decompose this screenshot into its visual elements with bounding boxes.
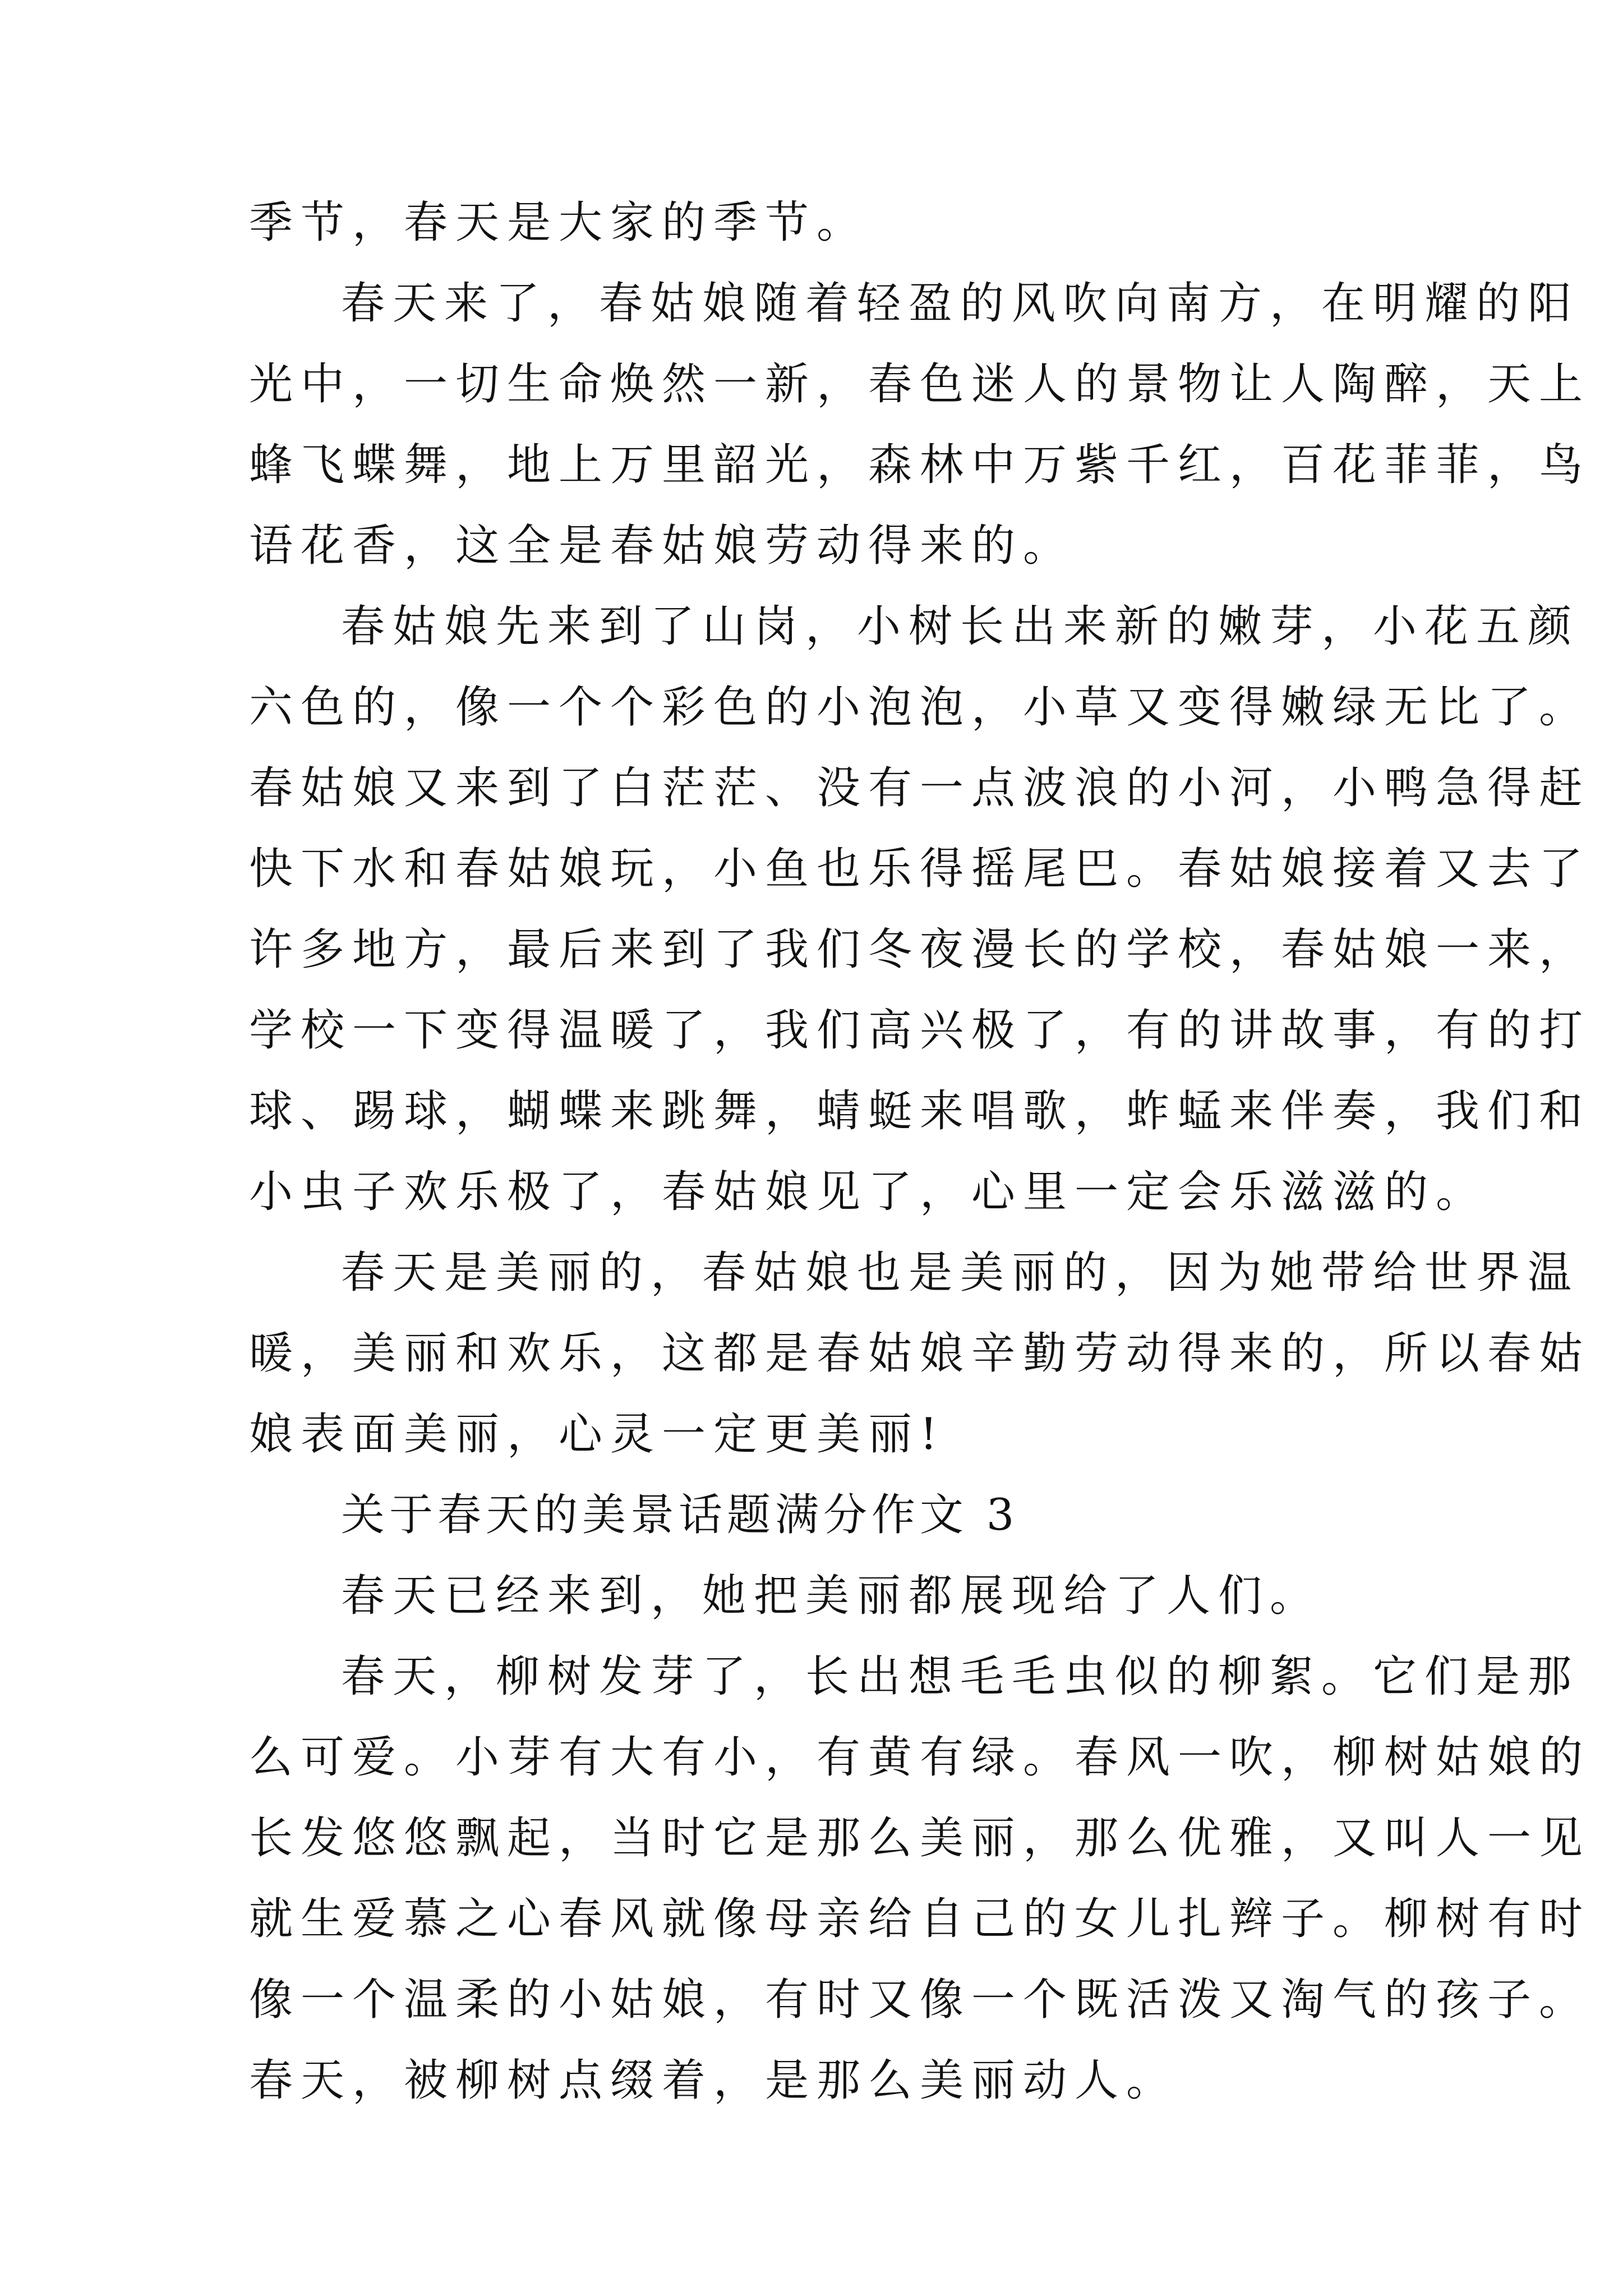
- text-line: 许多地方，最后来到了我们冬夜漫长的学校，春姑娘一来，: [249, 924, 1591, 975]
- paragraph-start-line: 春天已经来到，她把美丽都展现给了人们。: [341, 1571, 1322, 1621]
- text-line: 长发悠悠飘起，当时它是那么美丽，那么优雅，又叫人一见: [249, 1813, 1591, 1864]
- text-line: 学校一下变得温暖了，我们高兴极了，有的讲故事，有的打: [249, 1005, 1591, 1056]
- paragraph-start-line: 春天是美丽的，春姑娘也是美丽的，因为她带给世界温: [341, 1248, 1580, 1298]
- text-line: 光中，一切生命焕然一新，春色迷人的景物让人陶醉，天上: [249, 359, 1591, 409]
- text-line: 像一个温柔的小姑娘，有时又像一个既活泼又淘气的孩子。: [249, 1975, 1591, 2025]
- paragraph-start-line: 春天来了，春姑娘随着轻盈的风吹向南方，在明耀的阳: [341, 278, 1580, 329]
- text-line: 暖，美丽和欢乐，这都是春姑娘辛勤劳动得来的，所以春姑: [249, 1328, 1591, 1379]
- text-line: 春天，被柳树点缀着，是那么美丽动人。: [249, 2055, 1178, 2106]
- text-line: 娘表面美丽，心灵一定更美丽!: [249, 1409, 946, 1460]
- text-line: 蜂飞蝶舞，地上万里韶光，森林中万紫千红，百花菲菲，鸟: [249, 440, 1591, 490]
- body-text: [249, 182, 1591, 2121]
- text-line: 语花香，这全是春姑娘劳动得来的。: [249, 521, 1075, 571]
- text-line: 春姑娘又来到了白茫茫、没有一点波浪的小河，小鸭急得赶: [249, 763, 1591, 813]
- text-line: 球、踢球，蝴蝶来跳舞，蜻蜓来唱歌，蚱蜢来伴奏，我们和: [249, 1086, 1591, 1137]
- text-line: 六色的，像一个个彩色的小泡泡，小草又变得嫩绿无比了。: [249, 682, 1591, 733]
- text-line: 么可爱。小芽有大有小，有黄有绿。春风一吹，柳树姑娘的: [249, 1732, 1591, 1783]
- text-line: 小虫子欢乐极了，春姑娘见了，心里一定会乐滋滋的。: [249, 1167, 1488, 1217]
- paragraph-start-line: 春天，柳树发芽了，长出想毛毛虫似的柳絮。它们是那: [341, 1651, 1580, 1702]
- text-line: 就生爱慕之心春风就像母亲给自己的女儿扎辫子。柳树有时: [249, 1894, 1591, 1944]
- paragraph-start-line: 春姑娘先来到了山岗，小树长出来新的嫩芽，小花五颜: [341, 601, 1580, 652]
- text-line: 季节，春天是大家的季节。: [249, 197, 869, 248]
- text-line: 快下水和春姑娘玩，小鱼也乐得摇尾巴。春姑娘接着又去了: [249, 844, 1591, 894]
- section-heading: 关于春天的美景话题满分作文 3: [341, 1490, 1019, 1540]
